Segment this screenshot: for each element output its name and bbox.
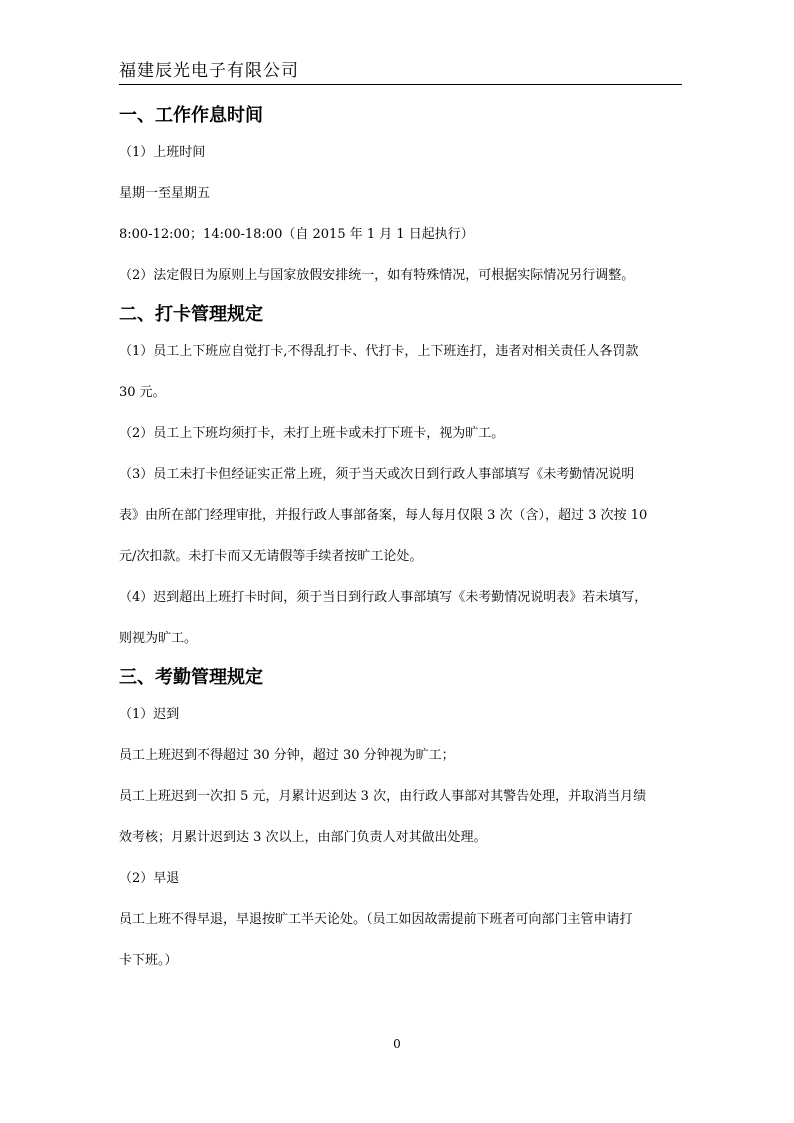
- paragraph-line: 效考核；月累计迟到达 3 次以上，由部门负责人对其做出处理。: [119, 830, 487, 845]
- section-heading: 三、考勤管理规定: [119, 667, 263, 688]
- section-heading: 二、打卡管理规定: [119, 304, 263, 325]
- paragraph-line: （3）员工未打卡但经证实正常上班，须于当天或次日到行政人事部填写《未考勤情况说明: [119, 467, 635, 482]
- paragraph-line: （1）迟到: [119, 707, 180, 722]
- paragraph-line: 8:00-12:00；14:00-18:00（自 2015 年 1 月 1 日起执行）: [119, 227, 474, 242]
- paragraph-line: 员工上班不得早退，早退按旷工半天论处。（员工如因故需提前下班者可向部门主管申请打: [119, 912, 633, 927]
- paragraph-line: 元/次扣款。未打卡而又无请假等手续者按旷工论处。: [119, 549, 423, 564]
- paragraph-line: 星期一至星期五: [119, 186, 211, 201]
- header-divider: [119, 84, 682, 85]
- paragraph-line: （2）员工上下班均须打卡，未打上班卡或未打下班卡，视为旷工。: [119, 426, 505, 441]
- paragraph-line: 员工上班迟到不得超过 30 分钟，超过 30 分钟视为旷工；: [119, 748, 455, 763]
- paragraph-line: 则视为旷工。: [119, 631, 198, 646]
- paragraph-line: （1）员工上下班应自觉打卡,不得乱打卡、代打卡，上下班连打，违者对相关责任人各罚款: [119, 344, 639, 359]
- section-heading: 一、工作作息时间: [119, 105, 263, 126]
- paragraph-line: 员工上班迟到一次扣 5 元，月累计迟到达 3 次，由行政人事部对其警告处理，并取消当月绩: [119, 789, 647, 804]
- page-header: [119, 60, 682, 82]
- document-body: [119, 100, 683, 971]
- paragraph-line: 卡下班。）: [119, 953, 178, 968]
- page-number: 0: [393, 1037, 401, 1051]
- company-name: 福建辰光电子有限公司: [119, 61, 299, 81]
- paragraph-line: （1）上班时间: [119, 145, 206, 160]
- paragraph-line: 表》由所在部门经理审批，并报行政人事部备案，每人每月仅限 3 次（含），超过 3 次按 10: [119, 508, 648, 523]
- paragraph-line: （2）早退: [119, 871, 180, 886]
- paragraph-line: （4）迟到超出上班打卡时间，须于当日到行政人事部填写《未考勤情况说明表》若未填写，: [119, 590, 648, 605]
- paragraph-line: （2）法定假日为原则上与国家放假安排统一，如有特殊情况，可根据实际情况另行调整。: [119, 268, 635, 283]
- paragraph-line: 30 元。: [119, 385, 166, 400]
